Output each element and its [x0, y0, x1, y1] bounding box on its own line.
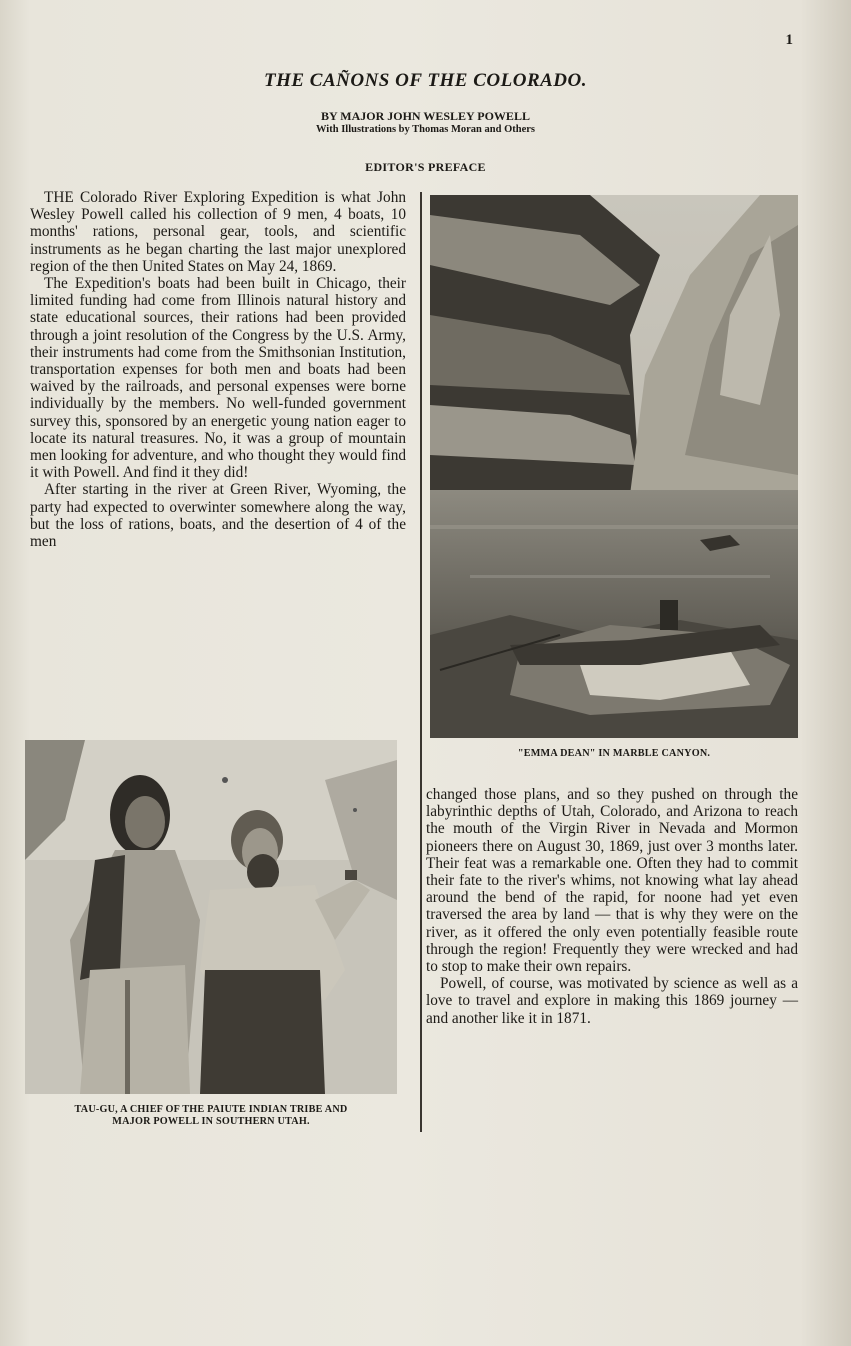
canyon-photo [430, 195, 798, 738]
portrait-photo [25, 740, 397, 1094]
paragraph: changed those plans, and so they pushed on through the labyrinthic depths of Utah, Colorado, and Arizona to reach the mouth of the Virgin River in Nevada and Mormon pioneers there on August 30, 1869, just over 3 months later. Their feat was a remarkable one. Often they had to commit their fate to the river's whims, not knowing what lay ahead around the bend of the rapid, for noone had yet even traversed the area by land — that is why they were on the river, as it offered the only even potentially feasible route through the region! Frequently they were wrecked and had to stop to make their own repairs. [426, 786, 798, 976]
column-one-text [30, 189, 406, 550]
byline [0, 109, 851, 137]
paragraph: The Expedition's boats had been built in Chicago, their limited funding had come from Illinois natural history and state educational sources, their rations had been provided through a joint resolution of the Congress by the U.S. Army, their instruments had come from the Smithsonian Institution, transportation expenses for both men and boats had been waived by the railroads, and personal expenses were borne individually by the members. No well-funded government survey this, sponsored by an energetic young nation eager to locate its natural treasures. No, it was a group of mountain men looking for adventure, and who thought they would find it with Powell. And find it they did! [30, 275, 406, 482]
illustrations-line: With Illustrations by Thomas Moran and Others [316, 124, 535, 135]
author-line: BY MAJOR JOHN WESLEY POWELL [321, 109, 530, 123]
paragraph: After starting in the river at Green River, Wyoming, the party had expected to overwinter somewhere along the way, but the loss of rations, boats, and the desertion of 4 of the men [30, 481, 406, 551]
page-number: 1 [785, 32, 793, 48]
canyon-caption: "EMMA DEAN" IN MARBLE CANYON. [517, 748, 711, 759]
paragraph: THE Colorado River Exploring Expedition is what John Wesley Powell called his collection of 9 men, 4 boats, 10 months' rations, personal gear, tools, and scientific instruments as he began charting the last major unexplored region of the then United States on May 24, 1869. [30, 189, 406, 275]
column-divider [420, 192, 422, 1132]
portrait-caption [25, 1104, 397, 1128]
portrait-caption-line: MAJOR POWELL IN SOUTHERN UTAH. [112, 1116, 310, 1127]
paragraph: Powell, of course, was motivated by science as well as a love to travel and explore in making this 1869 journey — and another like it in 1871. [426, 975, 798, 1027]
column-two-text [426, 786, 798, 1027]
article-title: THE CAÑONS OF THE COLORADO. [263, 70, 587, 91]
section-heading: EDITOR'S PREFACE [365, 160, 486, 174]
portrait-caption-line: TAU-GU, A CHIEF OF THE PAIUTE INDIAN TRIBE AND [74, 1104, 348, 1115]
